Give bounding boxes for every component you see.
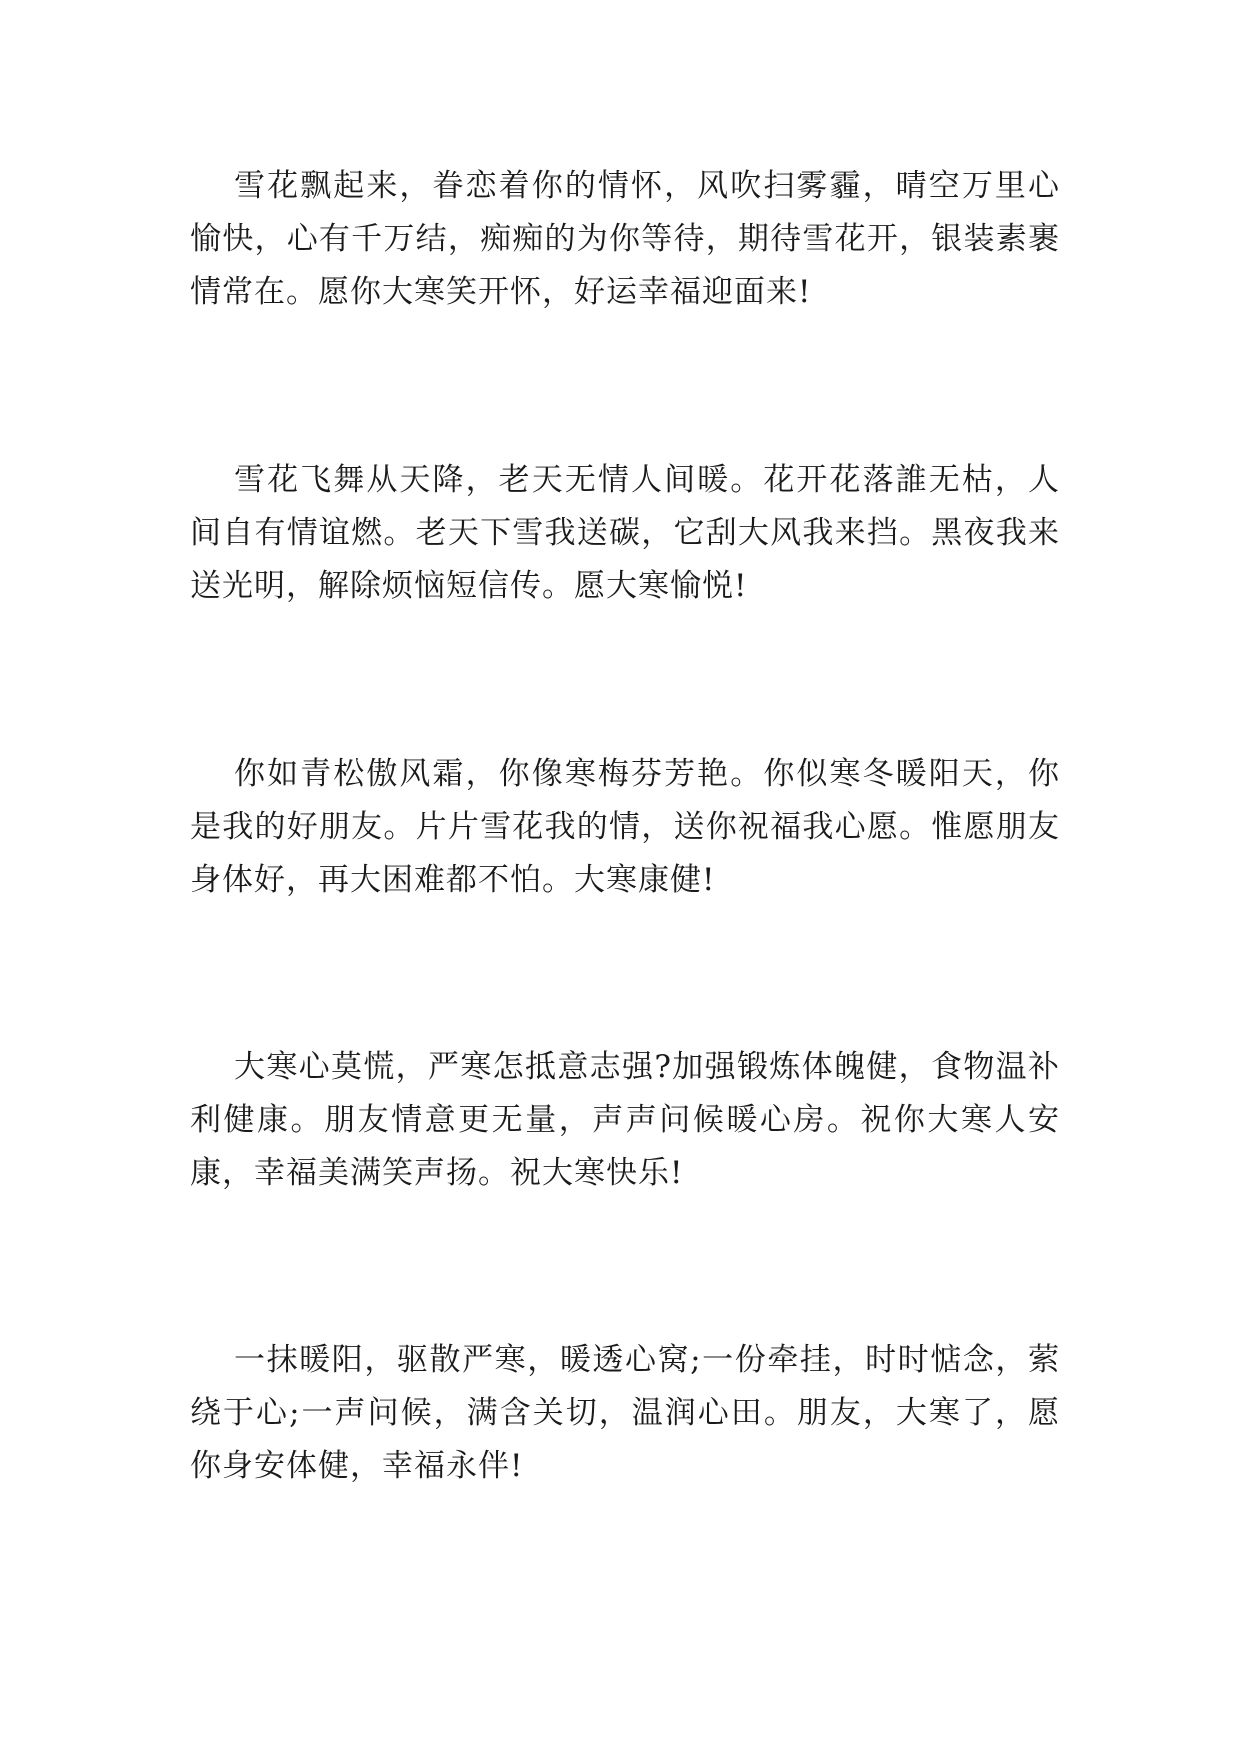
paragraph-4: 大寒心莫慌，严寒怎抵意志强?加强锻炼体魄健，食物温补利健康。朋友情意更无量，声声问候暖心房。祝你大寒人安康，幸福美满笑声扬。祝大寒快乐!	[190, 1049, 1060, 1191]
paragraph-5: 一抹暖阳，驱散严寒，暖透心窝;一份牵挂，时时惦念，萦绕于心;一声问候，满含关切，温润心田。朋友，大寒了，愿你身安体健，幸福永伴!	[190, 1342, 1060, 1484]
paragraph-2: 雪花飞舞从天降，老天无情人间暖。花开花落誰无枯，人间自有情谊燃。老天下雪我送碳，它刮大风我来挡。黑夜我来送光明，解除烦恼短信传。愿大寒愉悦!	[190, 462, 1060, 604]
paragraph-1: 雪花飘起来，眷恋着你的情怀，风吹扫雾霾，晴空万里心愉快，心有千万结，痴痴的为你等待，期待雪花开，银装素裹情常在。愿你大寒笑开怀，好运幸福迎面来!	[190, 168, 1060, 310]
paragraph-3: 你如青松傲风霜，你像寒梅芬芳艳。你似寒冬暖阳天，你是我的好朋友。片片雪花我的情，送你祝福我心愿。惟愿朋友身体好，再大困难都不怕。大寒康健!	[190, 756, 1060, 898]
